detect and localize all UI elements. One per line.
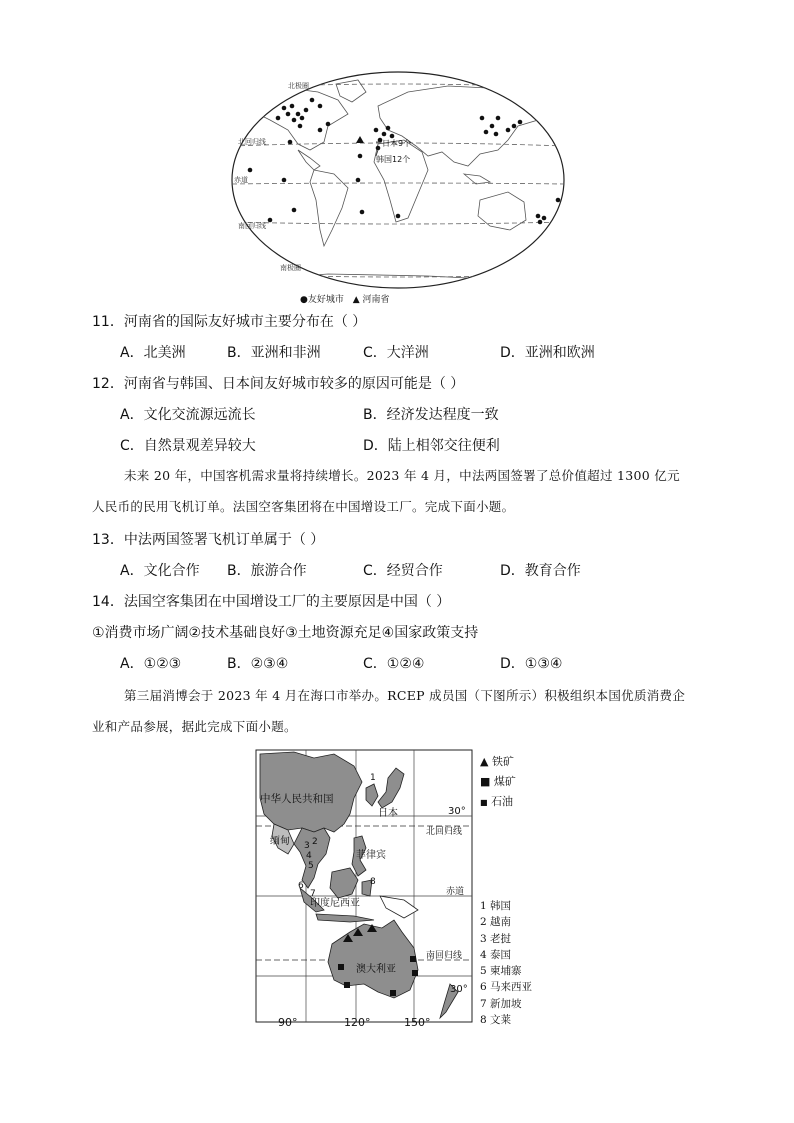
- map2-legend: [480, 752, 516, 813]
- square-icon: ■: [480, 775, 491, 788]
- tropic-south-label: 南回归线: [238, 222, 266, 230]
- equator-label: 赤道: [234, 176, 248, 184]
- label-china: 中华人民共和国: [260, 793, 334, 805]
- q13-option-b[interactable]: B．旅游合作: [227, 563, 307, 579]
- q14-option-b[interactable]: B．②③④: [227, 656, 289, 672]
- key-item: 4 泰国: [480, 948, 512, 961]
- passage2-line2: 业和产品参展，据此完成下面小题。: [92, 719, 297, 734]
- num-4: 4: [306, 851, 312, 861]
- num-2: 2: [312, 837, 318, 847]
- label-japan: 日本: [378, 808, 398, 819]
- legend-iron: [480, 752, 516, 772]
- num-6: 6: [298, 881, 304, 891]
- tropic-north-label-2: 北回归线: [426, 827, 463, 837]
- q12-option-d[interactable]: D．陆上相邻交往便利: [363, 438, 500, 454]
- antarctic-label: 南极圈: [280, 264, 301, 272]
- q11-option-b[interactable]: B．亚洲和非洲: [227, 345, 321, 361]
- num-5: 5: [308, 861, 314, 871]
- legend-province: ▲ 河南省: [352, 295, 390, 305]
- passage1-line2: 人民币的民用飞机订单。法国空客集团将在中国增设工厂。完成下面小题。: [92, 499, 515, 514]
- map1-legend: [300, 292, 390, 305]
- tropic-north-label: 北回归线: [238, 138, 266, 146]
- lat-30s-label: 30°: [450, 984, 468, 995]
- lat-30n-label: 30°: [448, 806, 466, 817]
- label-philippines: 菲律宾: [356, 850, 386, 861]
- q12-option-a[interactable]: A．文化交流源远流长: [120, 407, 256, 423]
- num-3: 3: [304, 841, 310, 851]
- q11-stem: 11．河南省的国际友好城市主要分布在（ ）: [92, 314, 367, 330]
- q12-option-b[interactable]: B．经济发达程度一致: [363, 407, 499, 423]
- num-1: 1: [370, 773, 376, 783]
- lon-90-label: 90°: [278, 1016, 298, 1029]
- japan-count-label: 日本9个: [382, 139, 412, 148]
- arctic-label: 北极圈: [288, 82, 309, 90]
- key-item: 7 新加坡: [480, 997, 522, 1010]
- key-item: 6 马来西亚: [480, 981, 533, 994]
- key-item: 2 越南: [480, 916, 512, 929]
- num-7: 7: [310, 889, 316, 899]
- korea-count-label: 韩国12个: [376, 155, 411, 164]
- key-item: 1 韩国: [480, 900, 512, 912]
- passage1-line1: 未来 20 年，中国客机需求量将持续增长。2023 年 4 月，中法两国签署了总价值超过 1300 亿元: [124, 468, 680, 483]
- lon-150-label: 150°: [404, 1016, 431, 1029]
- q13-option-a[interactable]: A．文化合作: [120, 563, 200, 579]
- q12-option-c[interactable]: C．自然景观差异较大: [120, 438, 256, 454]
- q14-option-d[interactable]: D．①③④: [500, 656, 563, 672]
- passage2-line1: 第三届消博会于 2023 年 4 月在海口市举办。RCEP 成员国（下图所示）积极组织本国优质消费企: [124, 688, 686, 703]
- q13-option-d[interactable]: D．教育合作: [500, 563, 581, 579]
- legend-oil-label: 石油: [491, 795, 514, 808]
- legend-coal: [480, 772, 516, 792]
- key-item: 8 文莱: [480, 1014, 512, 1027]
- q13-stem: 13．中法两国签署飞机订单属于（ ）: [92, 532, 325, 548]
- lon-120-label: 120°: [344, 1016, 371, 1029]
- legend-city: ●友好城市: [300, 295, 344, 305]
- q11-option-d[interactable]: D．亚洲和欧洲: [500, 345, 595, 361]
- tropic-south-label-2: 南回归线: [426, 951, 463, 961]
- label-myanmar: 缅甸: [270, 836, 290, 847]
- rcep-member-map: [254, 748, 474, 1030]
- q14-option-a[interactable]: A．①②③: [120, 656, 182, 672]
- q11-option-c[interactable]: C．大洋洲: [363, 345, 429, 361]
- q14-stem: 14．法国空客集团在中国增设工厂的主要原因是中国（ ）: [92, 594, 451, 610]
- square-small-icon: ■: [480, 798, 488, 807]
- triangle-icon: ▲: [480, 755, 489, 768]
- equator-label-2: 赤道: [446, 887, 465, 897]
- world-friendship-city-map: [228, 70, 568, 306]
- key-item: 3 老挝: [480, 932, 512, 945]
- legend-oil: [480, 792, 516, 813]
- q12-stem: 12．河南省与韩国、日本间友好城市较多的原因可能是（ ）: [92, 376, 465, 392]
- q14-option-c[interactable]: C．①②④: [363, 656, 425, 672]
- q14-conditions: ①消费市场广阔②技术基础良好③土地资源充足④国家政策支持: [92, 625, 479, 641]
- q11-option-a[interactable]: A．北美洲: [120, 345, 186, 361]
- label-indonesia: 印度尼西亚: [310, 898, 360, 909]
- label-australia: 澳大利亚: [356, 964, 396, 975]
- legend-iron-label: 铁矿: [491, 755, 514, 768]
- key-item: 5 柬埔寨: [480, 965, 522, 978]
- num-8: 8: [370, 877, 376, 887]
- legend-coal-label: 煤矿: [493, 775, 516, 788]
- map2-country-key: [480, 898, 532, 1028]
- q13-option-c[interactable]: C．经贸合作: [363, 563, 443, 579]
